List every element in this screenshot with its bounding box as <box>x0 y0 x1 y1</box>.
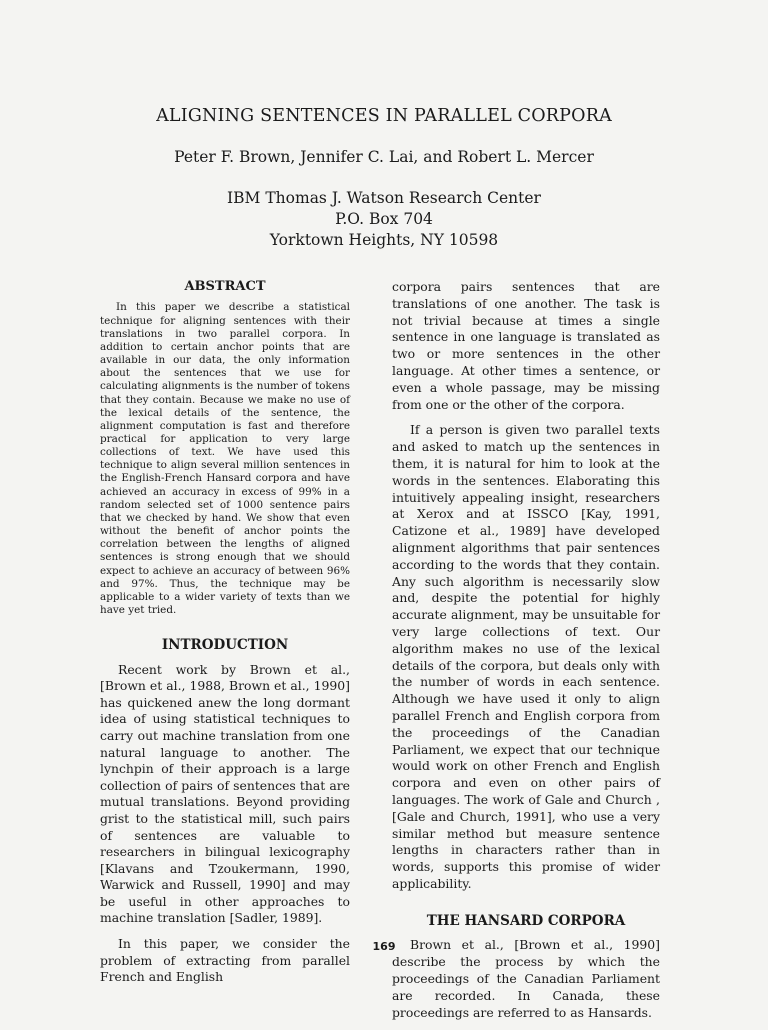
affiliation <box>0 188 768 251</box>
author-list: Peter F. Brown, Jennifer C. Lai, and Robert L. Mercer <box>174 148 594 166</box>
introduction-paragraph-1: Recent work by Brown et al., [Brown et al., 1988, Brown et al., 1990] has quickened anew the long dormant idea of using statistical techniques to carry out machine translation from one natural language to another. The lynchpin of their approach is a large collection of pairs of sentences that are mutual translations. Beyond providing grist to the statistical mill, such pairs of sentences are valuable to researchers in bilingual lexicography [Klavans and Tzoukermann, 1990, Warwick and Russell, 1990] and may be useful in other approaches to machine translation [Sadler, 1989]. <box>100 661 350 926</box>
abstract-text: In this paper we describe a statistical technique for aligning sentences with their translations in two parallel corpora. In addition to certain anchor points that are available in our data, the only information about the sentences that we use for calculating alignments is the number of tokens that they contain. Because we make no use of the lexical details of the sentence, the alignment computation is fast and therefore practical for application to very large collections of text. We have used this technique to align several million sentences in the English-French Hansard corpora and have achieved an accuracy in excess of 99% in a random selected set of 1000 sentence pairs that we checked by hand. We show that even without the benefit of anchor points the correlation between the lengths of aligned sentences is strong enough that we should expect to achieve an accuracy of between 96% and 97%. Thus, the technique may be applicable to a wider variety of texts than we have yet tried. <box>100 301 350 616</box>
hansard-heading: THE HANSARD CORPORA <box>426 912 626 929</box>
abstract-heading: ABSTRACT <box>184 279 266 294</box>
left-column <box>100 279 350 995</box>
affiliation-line-3: Yorktown Heights, NY 10598 <box>269 231 499 249</box>
hansard-paragraph-1: Brown et al., [Brown et al., 1990] describe the process by which the proceedings of the Canadian Parliament are recorded. In Canada, these proceedings are referred to as Hansards. <box>392 937 660 1020</box>
page-number: 169 <box>372 940 396 953</box>
right-column-paragraph-2: If a person is given two parallel texts and asked to match up the sentences in them, it is natural for him to look at the words in the sentences. Elaborating this intuitively appealing insight, researchers at Xerox and at ISSCO [Kay, 1991, Catizone et al., 1989] have developed alignment algorithms that pair sentences according to the words that they contain. Any such algorithm is necessarily slow and, despite the potential for highly accurate alignment, may be unsuitable for very large collections of text. Our algorithm makes no use of the lexical details of the corpora, but deals only with the number of words in each sentence. Although we have used it only to align parallel French and English corpora from the proceedings of the Canadian Parliament, we expect that our technique would work on other French and English corpora and even on other pairs of languages. The work of Gale and Church , [Gale and Church, 1991], who use a very similar method but measure sentence lengths in characters rather than in words, supports this promise of wider applicability. <box>392 422 660 891</box>
right-column <box>392 279 660 1030</box>
introduction-heading: INTRODUCTION <box>161 637 289 654</box>
paper-title: ALIGNING SENTENCES IN PARALLEL CORPORA <box>156 106 612 126</box>
affiliation-line-1: IBM Thomas J. Watson Research Center <box>227 189 541 207</box>
affiliation-line-2: P.O. Box 704 <box>335 210 433 228</box>
introduction-paragraph-2: In this paper, we consider the problem of extracting from parallel French and English <box>100 936 350 985</box>
right-column-paragraph-1: corpora pairs sentences that are translations of one another. The task is not trivial because at times a single sentence in one language is translated as two or more sentences in the other language. At other times a sentence, or even a whole passage, may be missing from one or the other of the corpora. <box>392 279 660 412</box>
